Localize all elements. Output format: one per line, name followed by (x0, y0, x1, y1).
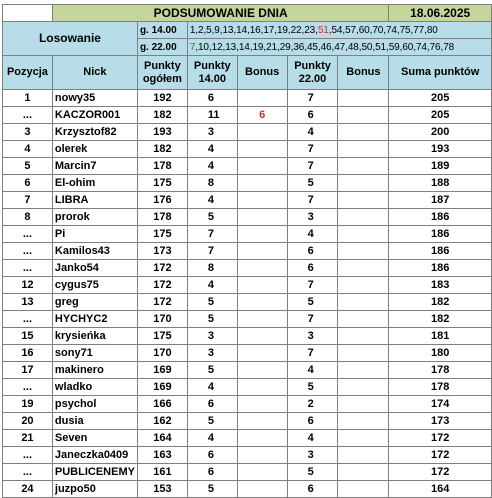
nick-cell: Seven (52, 430, 137, 447)
total-points-cell: 193 (137, 124, 187, 141)
rank-cell: 20 (3, 413, 53, 430)
total-points-cell: 161 (137, 464, 187, 481)
points-1400-cell: 5 (187, 294, 237, 311)
bonus-1400-cell (237, 396, 287, 413)
points-1400-cell: 4 (187, 192, 237, 209)
col-header-bonus-1400: Bonus (237, 56, 287, 90)
table-row (3, 311, 492, 328)
rank-cell: 3 (3, 124, 53, 141)
rank-cell: 6 (3, 175, 53, 192)
total-points-cell: 175 (137, 328, 187, 345)
sum-points-cell: 182 (389, 294, 492, 311)
rank-cell: 13 (3, 294, 53, 311)
nick-cell: olerek (52, 141, 137, 158)
table-row (3, 90, 492, 107)
sum-points-cell: 186 (389, 209, 492, 226)
bonus-2200-cell (338, 158, 389, 175)
points-2200-cell: 2 (287, 396, 338, 413)
drawn-number: 60 (358, 24, 370, 36)
drawn-number: 21 (266, 41, 278, 53)
bonus-1400-cell (237, 243, 287, 260)
drawn-number: 10 (197, 41, 209, 53)
nick-cell: HYCHYC2 (52, 311, 137, 328)
rank-cell: 8 (3, 209, 53, 226)
draw-numbers-2200: 7,10,12,13,14,19,21,29,36,45,46,47,48,50,51,59,60,74,76,78 (187, 39, 491, 56)
total-points-cell: 166 (137, 396, 187, 413)
bonus-2200-cell (338, 124, 389, 141)
points-2200-cell: 7 (287, 90, 338, 107)
drawn-number: 16 (249, 24, 261, 36)
points-1400-cell: 3 (187, 345, 237, 362)
nick-cell: makinero (52, 362, 137, 379)
sum-points-cell: 174 (389, 396, 492, 413)
rank-cell: 12 (3, 277, 53, 294)
bonus-1400-cell (237, 311, 287, 328)
points-1400-cell: 11 (187, 107, 237, 124)
total-points-cell: 164 (137, 430, 187, 447)
bonus-2200-cell (338, 260, 389, 277)
sum-points-cell: 178 (389, 379, 492, 396)
total-points-cell: 192 (137, 90, 187, 107)
points-2200-cell: 7 (287, 345, 338, 362)
sum-points-cell: 172 (389, 430, 492, 447)
nick-cell: Pi (52, 226, 137, 243)
sum-points-cell: 188 (389, 175, 492, 192)
rank-cell: ... (3, 243, 53, 260)
nick-cell: dusia (52, 413, 137, 430)
points-2200-cell: 3 (287, 447, 338, 464)
points-2200-cell: 5 (287, 175, 338, 192)
points-1400-cell: 5 (187, 481, 237, 498)
total-points-cell: 175 (137, 226, 187, 243)
bonus-2200-cell (338, 362, 389, 379)
drawn-number: 46 (320, 41, 332, 53)
sum-points-cell: 193 (389, 141, 492, 158)
table-row (3, 430, 492, 447)
draw-numbers-1400: 1,2,5,9,13,14,16,17,19,22,23,51,54,57,60,70,74,75,77,80 (187, 22, 491, 39)
points-2200-cell: 4 (287, 430, 338, 447)
bonus-2200-cell (338, 345, 389, 362)
drawn-number: 59 (388, 41, 400, 53)
nick-cell: Krzysztof82 (52, 124, 137, 141)
points-2200-cell: 3 (287, 209, 338, 226)
bonus-1400-cell (237, 226, 287, 243)
points-1400-cell: 3 (187, 124, 237, 141)
bonus-2200-cell (338, 226, 389, 243)
points-2200-cell: 5 (287, 294, 338, 311)
points-1400-cell: 5 (187, 362, 237, 379)
points-1400-cell: 4 (187, 379, 237, 396)
points-1400-cell: 3 (187, 328, 237, 345)
nick-cell: El-ohim (52, 175, 137, 192)
points-1400-cell: 6 (187, 447, 237, 464)
rank-cell: ... (3, 226, 53, 243)
sum-points-cell: 186 (389, 260, 492, 277)
points-1400-cell: 7 (187, 226, 237, 243)
table-row (3, 141, 492, 158)
table-row (3, 226, 492, 243)
rank-cell: ... (3, 379, 53, 396)
nick-cell: Marcin7 (52, 158, 137, 175)
total-points-cell: 169 (137, 362, 187, 379)
sum-points-cell: 200 (389, 124, 492, 141)
points-2200-cell: 7 (287, 192, 338, 209)
sum-points-cell: 182 (389, 311, 492, 328)
bonus-1400-cell (237, 209, 287, 226)
bonus-1400-cell (237, 294, 287, 311)
col-header-points-2200: Punkty 22.00 (287, 56, 338, 90)
bonus-2200-cell (338, 430, 389, 447)
drawn-number: 51 (317, 24, 329, 36)
bonus-2200-cell (338, 277, 389, 294)
table-row (3, 158, 492, 175)
points-2200-cell: 4 (287, 124, 338, 141)
draws-label: Losowanie (3, 22, 138, 56)
bonus-2200-cell (338, 294, 389, 311)
col-header-bonus-2200: Bonus (338, 56, 389, 90)
points-2200-cell: 7 (287, 141, 338, 158)
col-header-total: Punkty ogółem (137, 56, 187, 90)
total-points-cell: 172 (137, 294, 187, 311)
points-2200-cell: 7 (287, 158, 338, 175)
points-1400-cell: 6 (187, 90, 237, 107)
col-header-points-1400: Punkty 14.00 (187, 56, 237, 90)
points-1400-cell: 4 (187, 430, 237, 447)
bonus-2200-cell (338, 243, 389, 260)
bonus-2200-cell (338, 413, 389, 430)
rank-cell: 4 (3, 141, 53, 158)
rank-cell: 7 (3, 192, 53, 209)
bonus-1400-cell (237, 447, 287, 464)
drawn-number: 54 (331, 24, 343, 36)
drawn-number: 14 (236, 24, 247, 36)
points-1400-cell: 5 (187, 311, 237, 328)
table-row (3, 124, 492, 141)
bonus-2200-cell (338, 481, 389, 498)
col-header-nick: Nick (52, 56, 137, 90)
points-1400-cell: 8 (187, 175, 237, 192)
nick-cell: greg (52, 294, 137, 311)
bonus-1400-cell (237, 277, 287, 294)
drawn-number: 14 (238, 41, 250, 53)
points-1400-cell: 6 (187, 464, 237, 481)
bonus-1400-cell (237, 175, 287, 192)
sum-points-cell: 187 (389, 192, 492, 209)
drawn-number: 57 (345, 24, 356, 36)
bonus-1400-cell (237, 124, 287, 141)
nick-cell: nowy35 (52, 90, 137, 107)
drawn-number: 74 (415, 41, 427, 53)
total-points-cell: 176 (137, 192, 187, 209)
nick-cell: sony71 (52, 345, 137, 362)
table-row (3, 447, 492, 464)
drawn-number: 80 (426, 24, 438, 36)
daily-summary-table (2, 4, 492, 498)
sum-points-cell: 180 (389, 345, 492, 362)
total-points-cell: 178 (137, 158, 187, 175)
table-row (3, 192, 492, 209)
drawn-number: 1 (189, 24, 196, 36)
total-points-cell: 170 (137, 311, 187, 328)
total-points-cell: 182 (137, 141, 187, 158)
table-row (3, 260, 492, 277)
table-row (3, 481, 492, 498)
bonus-2200-cell (338, 447, 389, 464)
rank-cell: 24 (3, 481, 53, 498)
sum-points-cell: 172 (389, 464, 492, 481)
bonus-2200-cell (338, 209, 389, 226)
nick-cell: wladko (52, 379, 137, 396)
table-row (3, 396, 492, 413)
column-header-row (3, 56, 492, 90)
drawn-number: 75 (399, 24, 411, 36)
table-row (3, 328, 492, 345)
drawn-number: 76 (429, 41, 441, 53)
table-row (3, 243, 492, 260)
table-row (3, 277, 492, 294)
total-points-cell: 172 (137, 260, 187, 277)
sum-points-cell: 172 (389, 447, 492, 464)
bonus-1400-cell (237, 192, 287, 209)
bonus-1400-cell (237, 328, 287, 345)
total-points-cell: 162 (137, 413, 187, 430)
drawn-number: 77 (413, 24, 425, 36)
nick-cell: juzpo50 (52, 481, 137, 498)
nick-cell: psychol (52, 396, 137, 413)
nick-cell: LIBRA (52, 192, 137, 209)
drawn-number: 19 (252, 41, 264, 53)
sum-points-cell: 178 (389, 362, 492, 379)
rank-cell: ... (3, 107, 53, 124)
total-points-cell: 170 (137, 345, 187, 362)
nick-cell: Kamilos43 (52, 243, 137, 260)
drawn-number: 45 (306, 41, 318, 53)
drawn-number: 70 (372, 24, 384, 36)
drawn-number: 22 (290, 24, 302, 36)
sum-points-cell: 164 (389, 481, 492, 498)
rank-cell: 15 (3, 328, 53, 345)
drawn-number: 29 (279, 41, 291, 53)
points-2200-cell: 6 (287, 413, 338, 430)
bonus-1400-cell (237, 481, 287, 498)
page-title: PODSUMOWANIE DNIA (52, 5, 388, 22)
total-points-cell: 153 (137, 481, 187, 498)
nick-cell: KACZOR001 (52, 107, 137, 124)
sum-points-cell: 186 (389, 226, 492, 243)
bonus-1400-cell (237, 413, 287, 430)
drawn-number: 7 (189, 41, 196, 53)
drawn-number: 5 (206, 24, 212, 36)
bonus-1400-cell (237, 158, 287, 175)
drawn-number: 12 (211, 41, 223, 53)
rank-cell: 21 (3, 430, 53, 447)
bonus-1400-cell (237, 141, 287, 158)
bonus-1400-cell: 6 (237, 107, 287, 124)
points-2200-cell: 6 (287, 260, 338, 277)
bonus-2200-cell (338, 328, 389, 345)
points-1400-cell: 4 (187, 158, 237, 175)
drawn-number: 13 (222, 24, 234, 36)
table-row (3, 107, 492, 124)
drawn-number: 60 (402, 41, 414, 53)
bonus-1400-cell (237, 260, 287, 277)
points-1400-cell: 4 (187, 277, 237, 294)
drawn-number: 48 (347, 41, 359, 53)
sum-points-cell: 189 (389, 158, 492, 175)
table-row (3, 175, 492, 192)
table-row (3, 379, 492, 396)
drawn-number: 13 (225, 41, 237, 53)
bonus-2200-cell (338, 90, 389, 107)
corner-cell (3, 5, 53, 22)
bonus-2200-cell (338, 192, 389, 209)
bonus-1400-cell (237, 362, 287, 379)
sum-points-cell: 205 (389, 90, 492, 107)
points-1400-cell: 5 (187, 413, 237, 430)
drawn-number: 19 (276, 24, 288, 36)
nick-cell: prorok (52, 209, 137, 226)
nick-cell: krysieńka (52, 328, 137, 345)
total-points-cell: 182 (137, 107, 187, 124)
total-points-cell: 173 (137, 243, 187, 260)
points-2200-cell: 4 (287, 226, 338, 243)
drawn-number: 9 (214, 24, 220, 36)
sum-points-cell: 173 (389, 413, 492, 430)
bonus-2200-cell (338, 141, 389, 158)
total-points-cell: 172 (137, 277, 187, 294)
points-1400-cell: 6 (187, 396, 237, 413)
points-2200-cell: 3 (287, 328, 338, 345)
drawn-number: 74 (385, 24, 397, 36)
total-points-cell: 163 (137, 447, 187, 464)
rank-cell: 19 (3, 396, 53, 413)
drawn-number: 17 (263, 24, 275, 36)
sum-points-cell: 183 (389, 277, 492, 294)
sum-points-cell: 186 (389, 243, 492, 260)
bonus-2200-cell (338, 107, 389, 124)
bonus-2200-cell (338, 379, 389, 396)
drawn-number: 50 (361, 41, 373, 53)
rank-cell: ... (3, 464, 53, 481)
points-1400-cell: 4 (187, 141, 237, 158)
points-2200-cell: 7 (287, 277, 338, 294)
col-header-position: Pozycja (3, 56, 53, 90)
points-2200-cell: 5 (287, 464, 338, 481)
total-points-cell: 178 (137, 209, 187, 226)
bonus-2200-cell (338, 175, 389, 192)
drawn-number: 36 (293, 41, 305, 53)
points-2200-cell: 6 (287, 243, 338, 260)
bonus-2200-cell (338, 311, 389, 328)
table-row (3, 362, 492, 379)
draw-time-2200: g. 22.00 (137, 39, 187, 56)
sum-points-cell: 205 (389, 107, 492, 124)
bonus-1400-cell (237, 379, 287, 396)
rank-cell: 17 (3, 362, 53, 379)
rank-cell: ... (3, 260, 53, 277)
rank-cell: 16 (3, 345, 53, 362)
drawn-number: 47 (334, 41, 346, 53)
points-1400-cell: 5 (187, 209, 237, 226)
nick-cell: PUBLICENEMY (52, 464, 137, 481)
sum-points-cell: 181 (389, 328, 492, 345)
report-date: 18.06.2025 (389, 5, 492, 22)
rank-cell: 5 (3, 158, 53, 175)
total-points-cell: 169 (137, 379, 187, 396)
draw-time-1400: g. 14.00 (137, 22, 187, 39)
nick-cell: cygus75 (52, 277, 137, 294)
bonus-1400-cell (237, 430, 287, 447)
drawn-number: 78 (443, 41, 455, 53)
points-2200-cell: 7 (287, 311, 338, 328)
table-row (3, 345, 492, 362)
col-header-sum: Suma punktów (389, 56, 492, 90)
points-2200-cell: 6 (287, 481, 338, 498)
drawn-number: 2 (197, 24, 204, 36)
total-points-cell: 175 (137, 175, 187, 192)
bonus-1400-cell (237, 90, 287, 107)
bonus-2200-cell (338, 396, 389, 413)
points-2200-cell: 4 (287, 362, 338, 379)
points-1400-cell: 8 (187, 260, 237, 277)
points-2200-cell: 6 (287, 107, 338, 124)
rank-cell: ... (3, 447, 53, 464)
nick-cell: Janeczka0409 (52, 447, 137, 464)
table-row (3, 294, 492, 311)
nick-cell: Janko54 (52, 260, 137, 277)
drawn-number: 23 (304, 24, 316, 36)
drawn-number: 51 (375, 41, 387, 53)
table-row (3, 413, 492, 430)
bonus-1400-cell (237, 345, 287, 362)
points-2200-cell: 5 (287, 379, 338, 396)
rank-cell: ... (3, 311, 53, 328)
rank-cell: 1 (3, 90, 53, 107)
points-1400-cell: 7 (187, 243, 237, 260)
table-row (3, 209, 492, 226)
